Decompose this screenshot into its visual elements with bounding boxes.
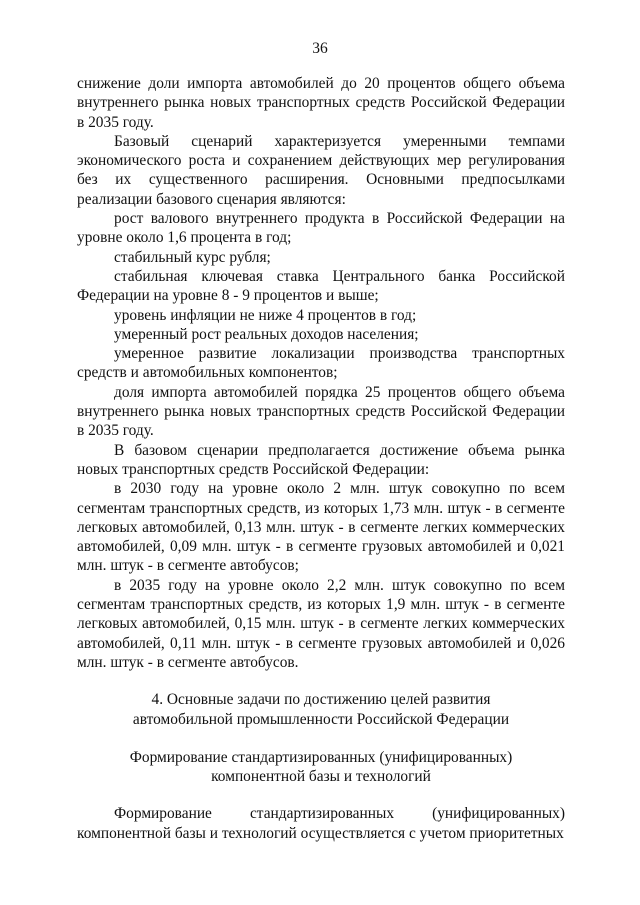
paragraph-gdp-growth: рост валового внутреннего продукта в Российской Федерации на уровне около 1,6 процента в год;: [77, 210, 565, 247]
paragraph-import-target: снижение доли импорта автомобилей до 20 процентов общего объема внутреннего рынка новых транспортных средств Российской Федерации в 2035 году.: [77, 75, 565, 131]
paragraph-base-scenario: Базовый сценарий характеризуется умеренными темпами экономического роста и сохранением действующих мер регулирования без их существенного расширения. Основными предпосылками реализации базового сценария являются:: [77, 132, 565, 208]
paragraph-market-volume: В базовом сценарии предполагается достижение объема рынка новых транспортных средств Российской Федерации:: [77, 441, 565, 478]
paragraph-key-rate: стабильная ключевая ставка Центрального банка Российской Федерации на уровне 8 - 9 процентов и выше;: [77, 267, 565, 305]
sub-heading-line-2: компонентной базы и технологий: [211, 768, 431, 786]
page-number: 36: [312, 40, 328, 57]
paragraph-ruble-rate: стабильный курс рубля;: [114, 248, 271, 266]
paragraph-real-incomes: умеренный рост реальных доходов населения;: [114, 325, 419, 343]
paragraph-import-share: доля импорта автомобилей порядка 25 процентов общего объема внутреннего рынка новых транспортных средств Российской Федерации в 2035 году.: [77, 383, 565, 440]
paragraph-inflation: уровень инфляции не ниже 4 процентов в год;: [114, 306, 417, 324]
paragraph-standardization: Формирование стандартизированных (унифицированных) компонентной базы и технологий осуществляется с учетом приоритетных: [77, 805, 565, 842]
section-heading-line-1: 4. Основные задачи по достижению целей развития: [151, 691, 491, 709]
paragraph-market-2035: в 2035 году на уровне около 2,2 млн. штук совокупно по всем сегментам транспортных средств, из которых 1,9 млн. штук - в сегменте легковых автомобилей, 0,15 млн. штук - в сегменте легких коммерческих автомобилей, 0,11 млн. штук - в сегменте грузовых автомобилей и 0,026 млн. штук - в сегменте автобусов.: [77, 576, 565, 671]
sub-heading-line-1: Формирование стандартизированных (унифицированных): [129, 748, 513, 766]
body-text: [77, 74, 565, 843]
paragraph-localization: умеренное развитие локализации производства транспортных средств и автомобильных компонентов;: [77, 345, 565, 382]
section-heading-line-2: автомобильной промышленности Российской Федерации: [132, 710, 510, 728]
paragraph-market-2030: в 2030 году на уровне около 2 млн. штук совокупно по всем сегментам транспортных средств, из которых 1,73 млн. штук - в сегменте легковых автомобилей, 0,13 млн. штук - в сегменте легких коммерческих автомобилей, 0,09 млн. штук - в сегменте грузовых автомобилей и 0,021 млн. штук - в сегменте автобусов;: [77, 480, 565, 575]
